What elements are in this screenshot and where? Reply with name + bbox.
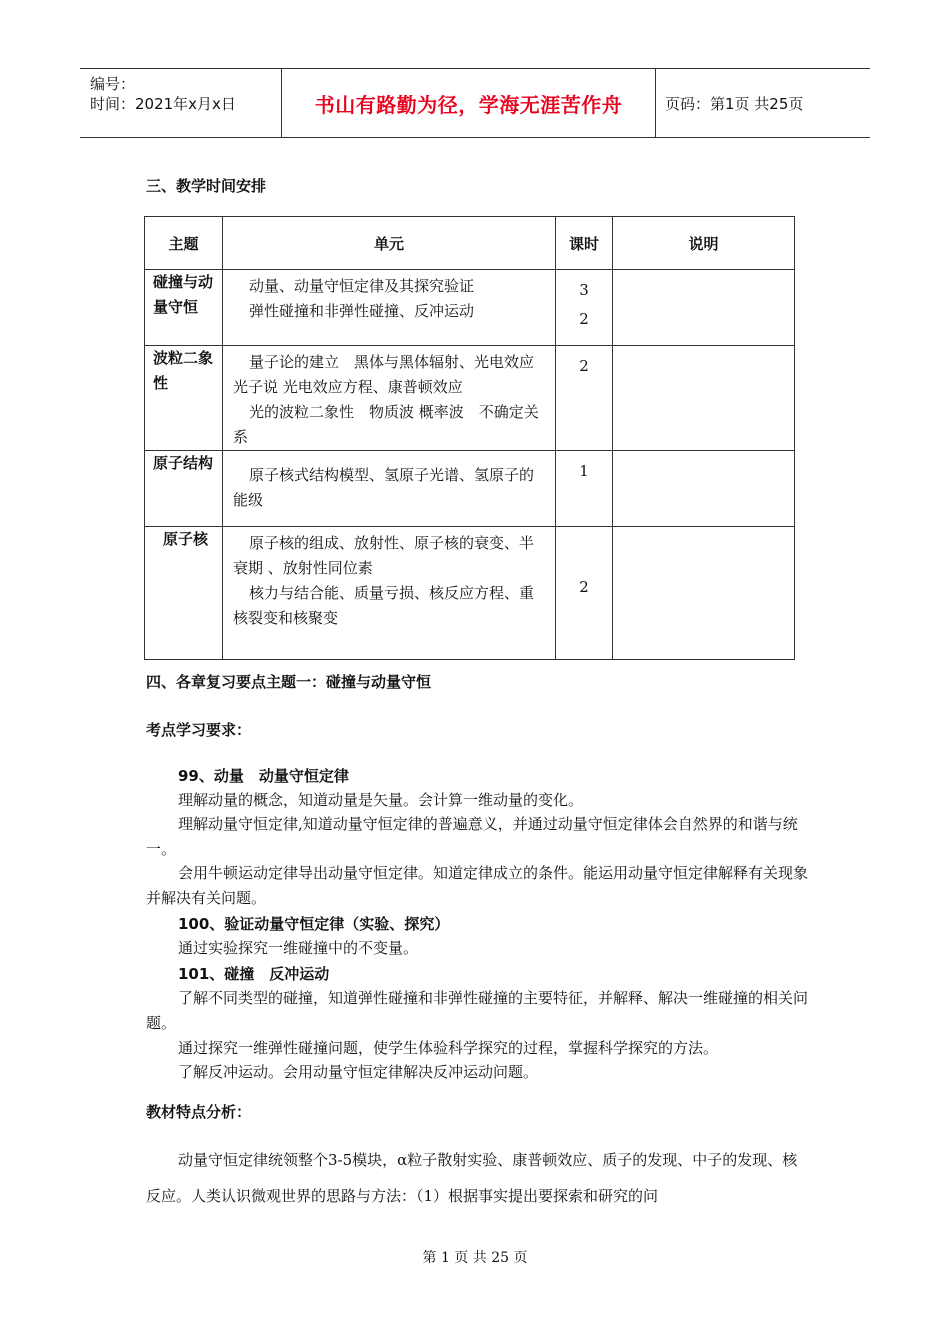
unit-line: 弹性碰撞和非弹性碰撞、反冲运动 xyxy=(249,302,475,320)
item-101-para-1: 了解不同类型的碰撞，知道弹性碰撞和非弹性碰撞的主要特征，并解释、解决一维碰撞的相关问题。 xyxy=(146,989,809,1032)
header-meta xyxy=(80,69,281,137)
row-units xyxy=(223,527,556,660)
item-101-title: 101、碰撞 反冲运动 xyxy=(178,965,330,983)
item-99-para-3: 会用牛顿运动定律导出动量守恒定律。知道定律成立的条件。能运用动量守恒定律解释有关现象并解决有关问题。 xyxy=(146,864,809,907)
unit-line: 原子核的组成、放射性、原子核的衰变、半衰期 、放射性同位素 xyxy=(233,534,535,577)
hours-value: 2 xyxy=(579,357,589,375)
row-topic: 原子核 xyxy=(145,527,223,660)
row-units xyxy=(223,270,556,346)
requirements-title: 考点学习要求： xyxy=(146,721,252,739)
row-topic: 原子结构 xyxy=(145,451,223,527)
unit-line: 核力与结合能、质量亏损、核反应方程、重核裂变和核聚变 xyxy=(233,584,535,627)
item-100-para-1: 通过实验探究一维碰撞中的不变量。 xyxy=(178,939,419,957)
item-100-title: 100、验证动量守恒定律（实验、探究） xyxy=(178,915,450,933)
number-label: 编号： xyxy=(90,75,136,93)
row-note xyxy=(613,527,795,660)
hours-value: 1 xyxy=(579,462,589,480)
analysis-title: 教材特点分析： xyxy=(146,1103,252,1121)
unit-line: 光的波粒二象性 物质波 概率波 不确定关系 xyxy=(233,403,539,446)
header-motto: 书山有路勤为径，学海无涯苦作舟 xyxy=(281,69,656,137)
page-header xyxy=(80,68,870,138)
row-note xyxy=(613,346,795,451)
table-row xyxy=(145,527,795,660)
item-101-para-2: 通过探究一维弹性碰撞问题，使学生体验科学探究的过程，掌握科学探究的方法。 xyxy=(178,1039,719,1057)
hours-value: 2 xyxy=(579,577,589,596)
schedule-table xyxy=(144,216,795,660)
unit-line: 原子核式结构模型、氢原子光谱、氢原子的能级 xyxy=(233,466,535,509)
unit-line: 量子论的建立 黑体与黑体辐射、光电效应 光子说 光电效应方程、康普顿效应 xyxy=(233,353,535,396)
col-header-hours: 课时 xyxy=(556,217,613,270)
hours-value: 2 xyxy=(579,310,589,328)
table-row xyxy=(145,346,795,451)
time-label: 时间：2021年x月x日 xyxy=(90,95,236,113)
section-3-title: 三、教学时间安排 xyxy=(146,177,267,195)
page-footer: 第 1 页 共 25 页 xyxy=(422,1250,528,1266)
col-header-unit: 单元 xyxy=(223,217,556,270)
row-units xyxy=(223,451,556,527)
row-hours xyxy=(556,346,613,451)
table-header-row xyxy=(145,217,795,270)
section-4-title: 四、各章复习要点主题一：碰撞与动量守恒 xyxy=(146,673,432,691)
row-units xyxy=(223,346,556,451)
row-topic: 碰撞与动量守恒 xyxy=(145,270,223,346)
header-page-label: 页码：第1页 共25页 xyxy=(665,94,804,113)
item-99-title: 99、动量 动量守恒定律 xyxy=(178,767,349,785)
row-hours xyxy=(556,451,613,527)
analysis-text: 动量守恒定律统领整个3-5模块，α粒子散射实验、康普顿效应、质子的发现、中子的发现、核反应。人类认识微观世界的思路与方法：（1）根据事实提出要探索和研究的问 xyxy=(146,1151,798,1205)
row-note xyxy=(613,451,795,527)
item-99-para-1: 理解动量的概念，知道动量是矢量。会计算一维动量的变化。 xyxy=(178,791,584,809)
table-row xyxy=(145,451,795,527)
hours-value: 3 xyxy=(579,281,589,299)
row-topic: 波粒二象性 xyxy=(145,346,223,451)
col-header-notes: 说明 xyxy=(613,217,795,270)
item-101-para-3: 了解反冲运动。会用动量守恒定律解决反冲运动问题。 xyxy=(178,1063,539,1081)
row-note xyxy=(613,270,795,346)
table-row xyxy=(145,270,795,346)
row-hours xyxy=(556,527,613,660)
row-hours xyxy=(556,270,613,346)
item-99-para-2: 理解动量守恒定律,知道动量守恒定律的普遍意义，并通过动量守恒定律体会自然界的和谐与统一。 xyxy=(146,815,798,858)
unit-line: 动量、动量守恒定律及其探究验证 xyxy=(249,277,475,295)
col-header-topic: 主题 xyxy=(145,217,223,270)
